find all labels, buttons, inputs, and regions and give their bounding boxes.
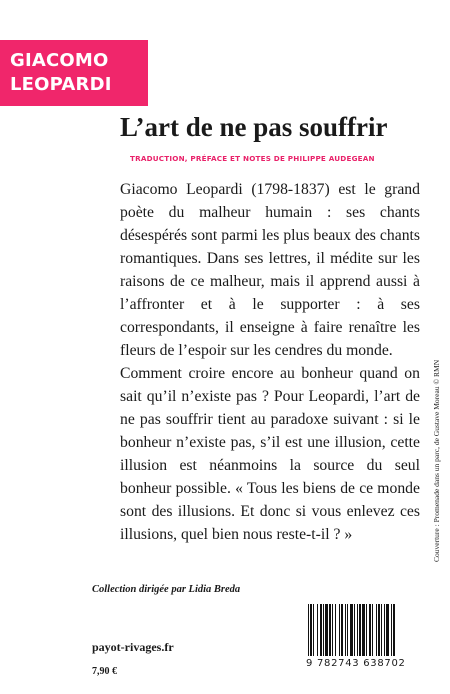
collection-credit: Collection dirigée par Lidia Breda — [92, 584, 241, 595]
cover-image-credit: Couverture : Promenade dans un parc, de Gustave Moreau © RMN — [432, 359, 441, 562]
barcode-icon — [308, 604, 422, 656]
blurb-paragraph: Giacomo Leopardi (1798-1837) est le grand poète du malheur humain : ses chants désespérés sont parmi les plus beaux des chants romantiques. Dans ses lettres, il médite sur les raisons de ce malheur, mais il apprend aussi à l’affronter et à le supporter : à ses correspondants, il enseigne à faire renaître les fleurs de l’espoir sur les cendres du monde. — [120, 181, 420, 359]
blurb-paragraph: Comment croire encore au bonheur quand on sait qu’il n’existe pas ? Pour Leopardi, l’art de ne pas souffrir tient au paradoxe suivant : si le bonheur n’existe pas, s’il est une illusion, cette illusion est néanmoins la source du seul bonheur possible. « Tous les biens de ce monde sont des illusions. Et donc si vous enlevez ces illusions, quel bien nous reste-t-il ? » — [120, 365, 420, 543]
author-banner — [0, 40, 148, 106]
price: 7,90 € — [92, 666, 117, 677]
isbn-number: 9 782743 638702 — [306, 658, 406, 669]
author-last-name: LEOPARDI — [10, 74, 112, 95]
book-title: L’art de ne pas souffrir — [120, 112, 388, 142]
blurb — [120, 178, 420, 546]
author-first-name: GIACOMO — [10, 50, 109, 71]
publisher-website: payot-rivages.fr — [92, 640, 174, 654]
translation-credit: TRADUCTION, PRÉFACE ET NOTES DE PHILIPPE AUDEGEAN — [130, 154, 375, 163]
